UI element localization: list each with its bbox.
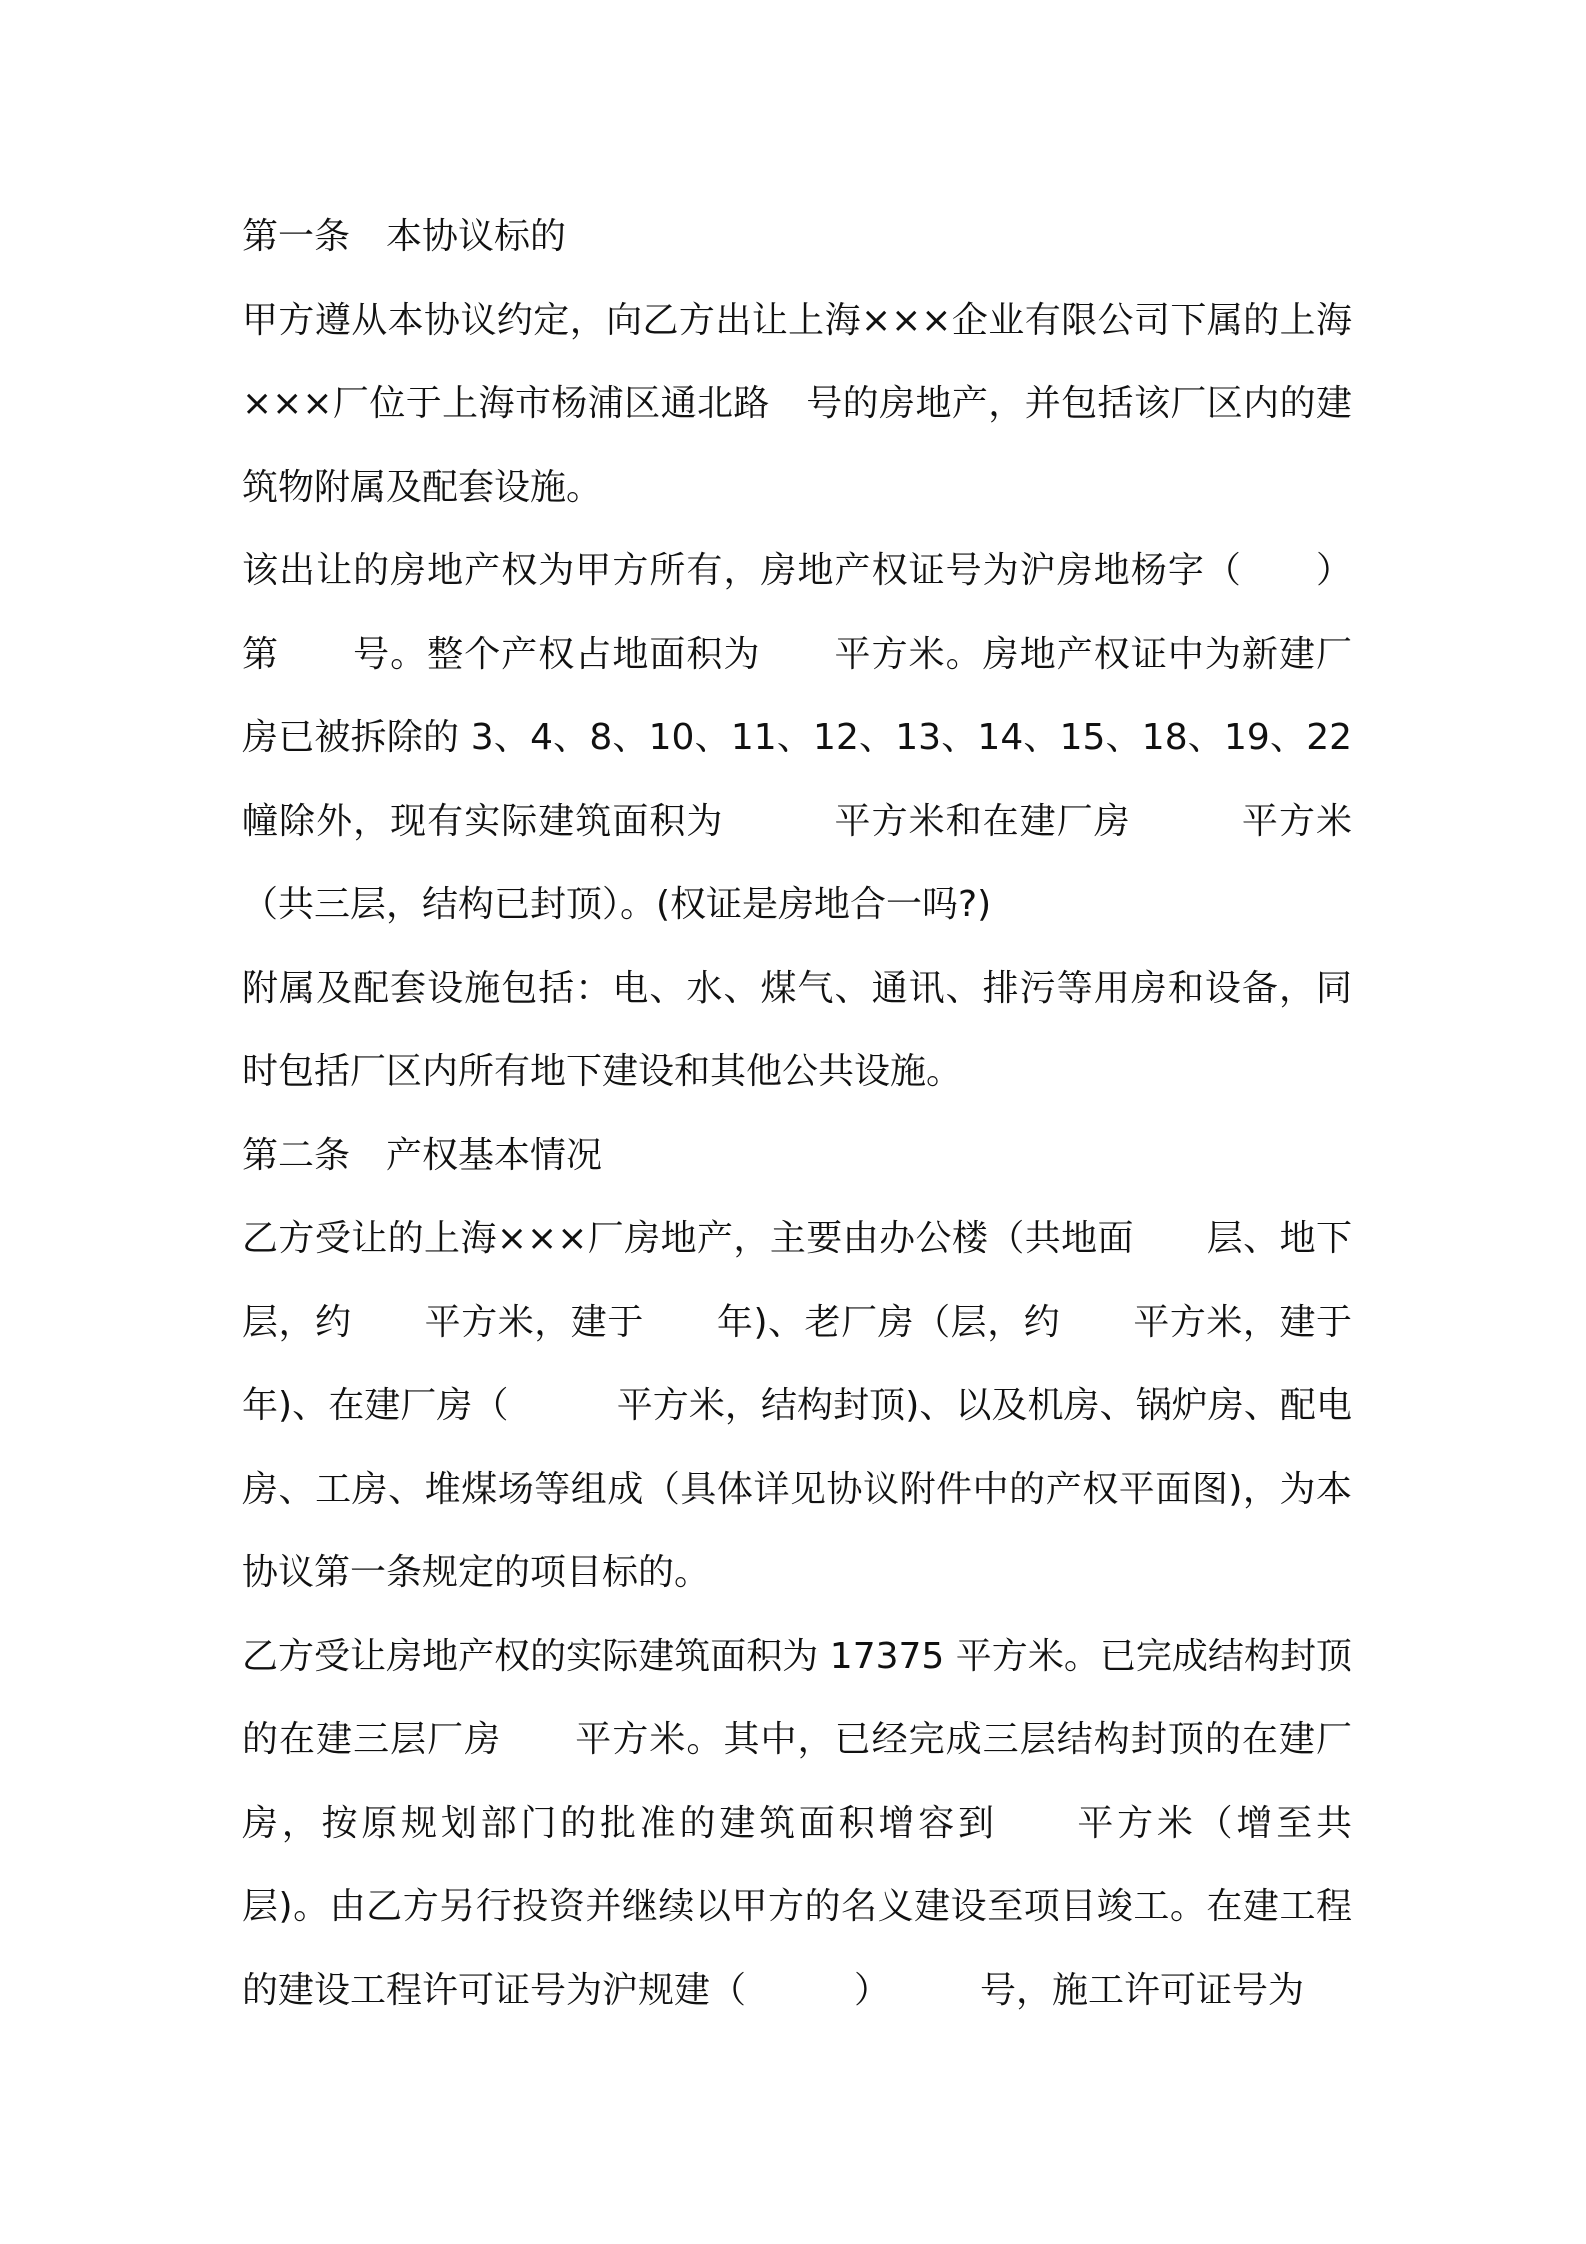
article-2-paragraph-1: 乙方受让的上海×××厂房地产，主要由办公楼（共地面 层、地下 层，约 平方米，建于 年)、老厂房（层，约 平方米，建于 年)、在建厂房（ 平方米，结构封顶)、以及机房、锅炉房、配电房、工房、堆煤场等组成（具体详见协议附件中的产权平面图)，为本协议第一条规定的项目标的。 (242, 1218, 1425, 1593)
document-body (242, 195, 1425, 2032)
article-2-paragraph-2: 乙方受让房地产权的实际建筑面积为 17375 平方米。已完成结构封顶的在建三层厂房 平方米。其中，已经完成三层结构封顶的在建厂房，按原规划部门的批准的建筑面积增容到 平方米（增至共 层)。由乙方另行投资并继续以甲方的名义建设至项目竣工。在建工程的建设工程许可证号为沪规建（ ） 号，施工许可证号为 (242, 1635, 1389, 2011)
article-2-heading: 第二条 产权基本情况 (242, 1134, 603, 1176)
article-1-heading: 第一条 本协议标的 (242, 216, 567, 257)
article-1-paragraph-1: 甲方遵从本协议约定，向乙方出让上海×××企业有限公司下属的上海×××厂位于上海市杨浦区通北路 号的房地产，并包括该厂区内的建筑物附属及配套设施。 (242, 299, 1352, 508)
article-1-paragraph-3: 附属及配套设施包括：电、水、煤气、通讯、排污等用房和设备，同时包括厂区内所有地下建设和其他公共设施。 (242, 967, 1352, 1092)
article-1-paragraph-2: 该出让的房地产权为甲方所有，房地产权证号为沪房地杨字（ ）第 号。整个产权占地面积为 平方米。房地产权证中为新建厂房已被拆除的 3、4、8、10、11、12、13、14、15、18、19、22 幢除外，现有实际建筑面积为 平方米和在建厂房 平方米（共三层，结构已封顶）。(权证是房地合一吗?) (242, 550, 1364, 925)
